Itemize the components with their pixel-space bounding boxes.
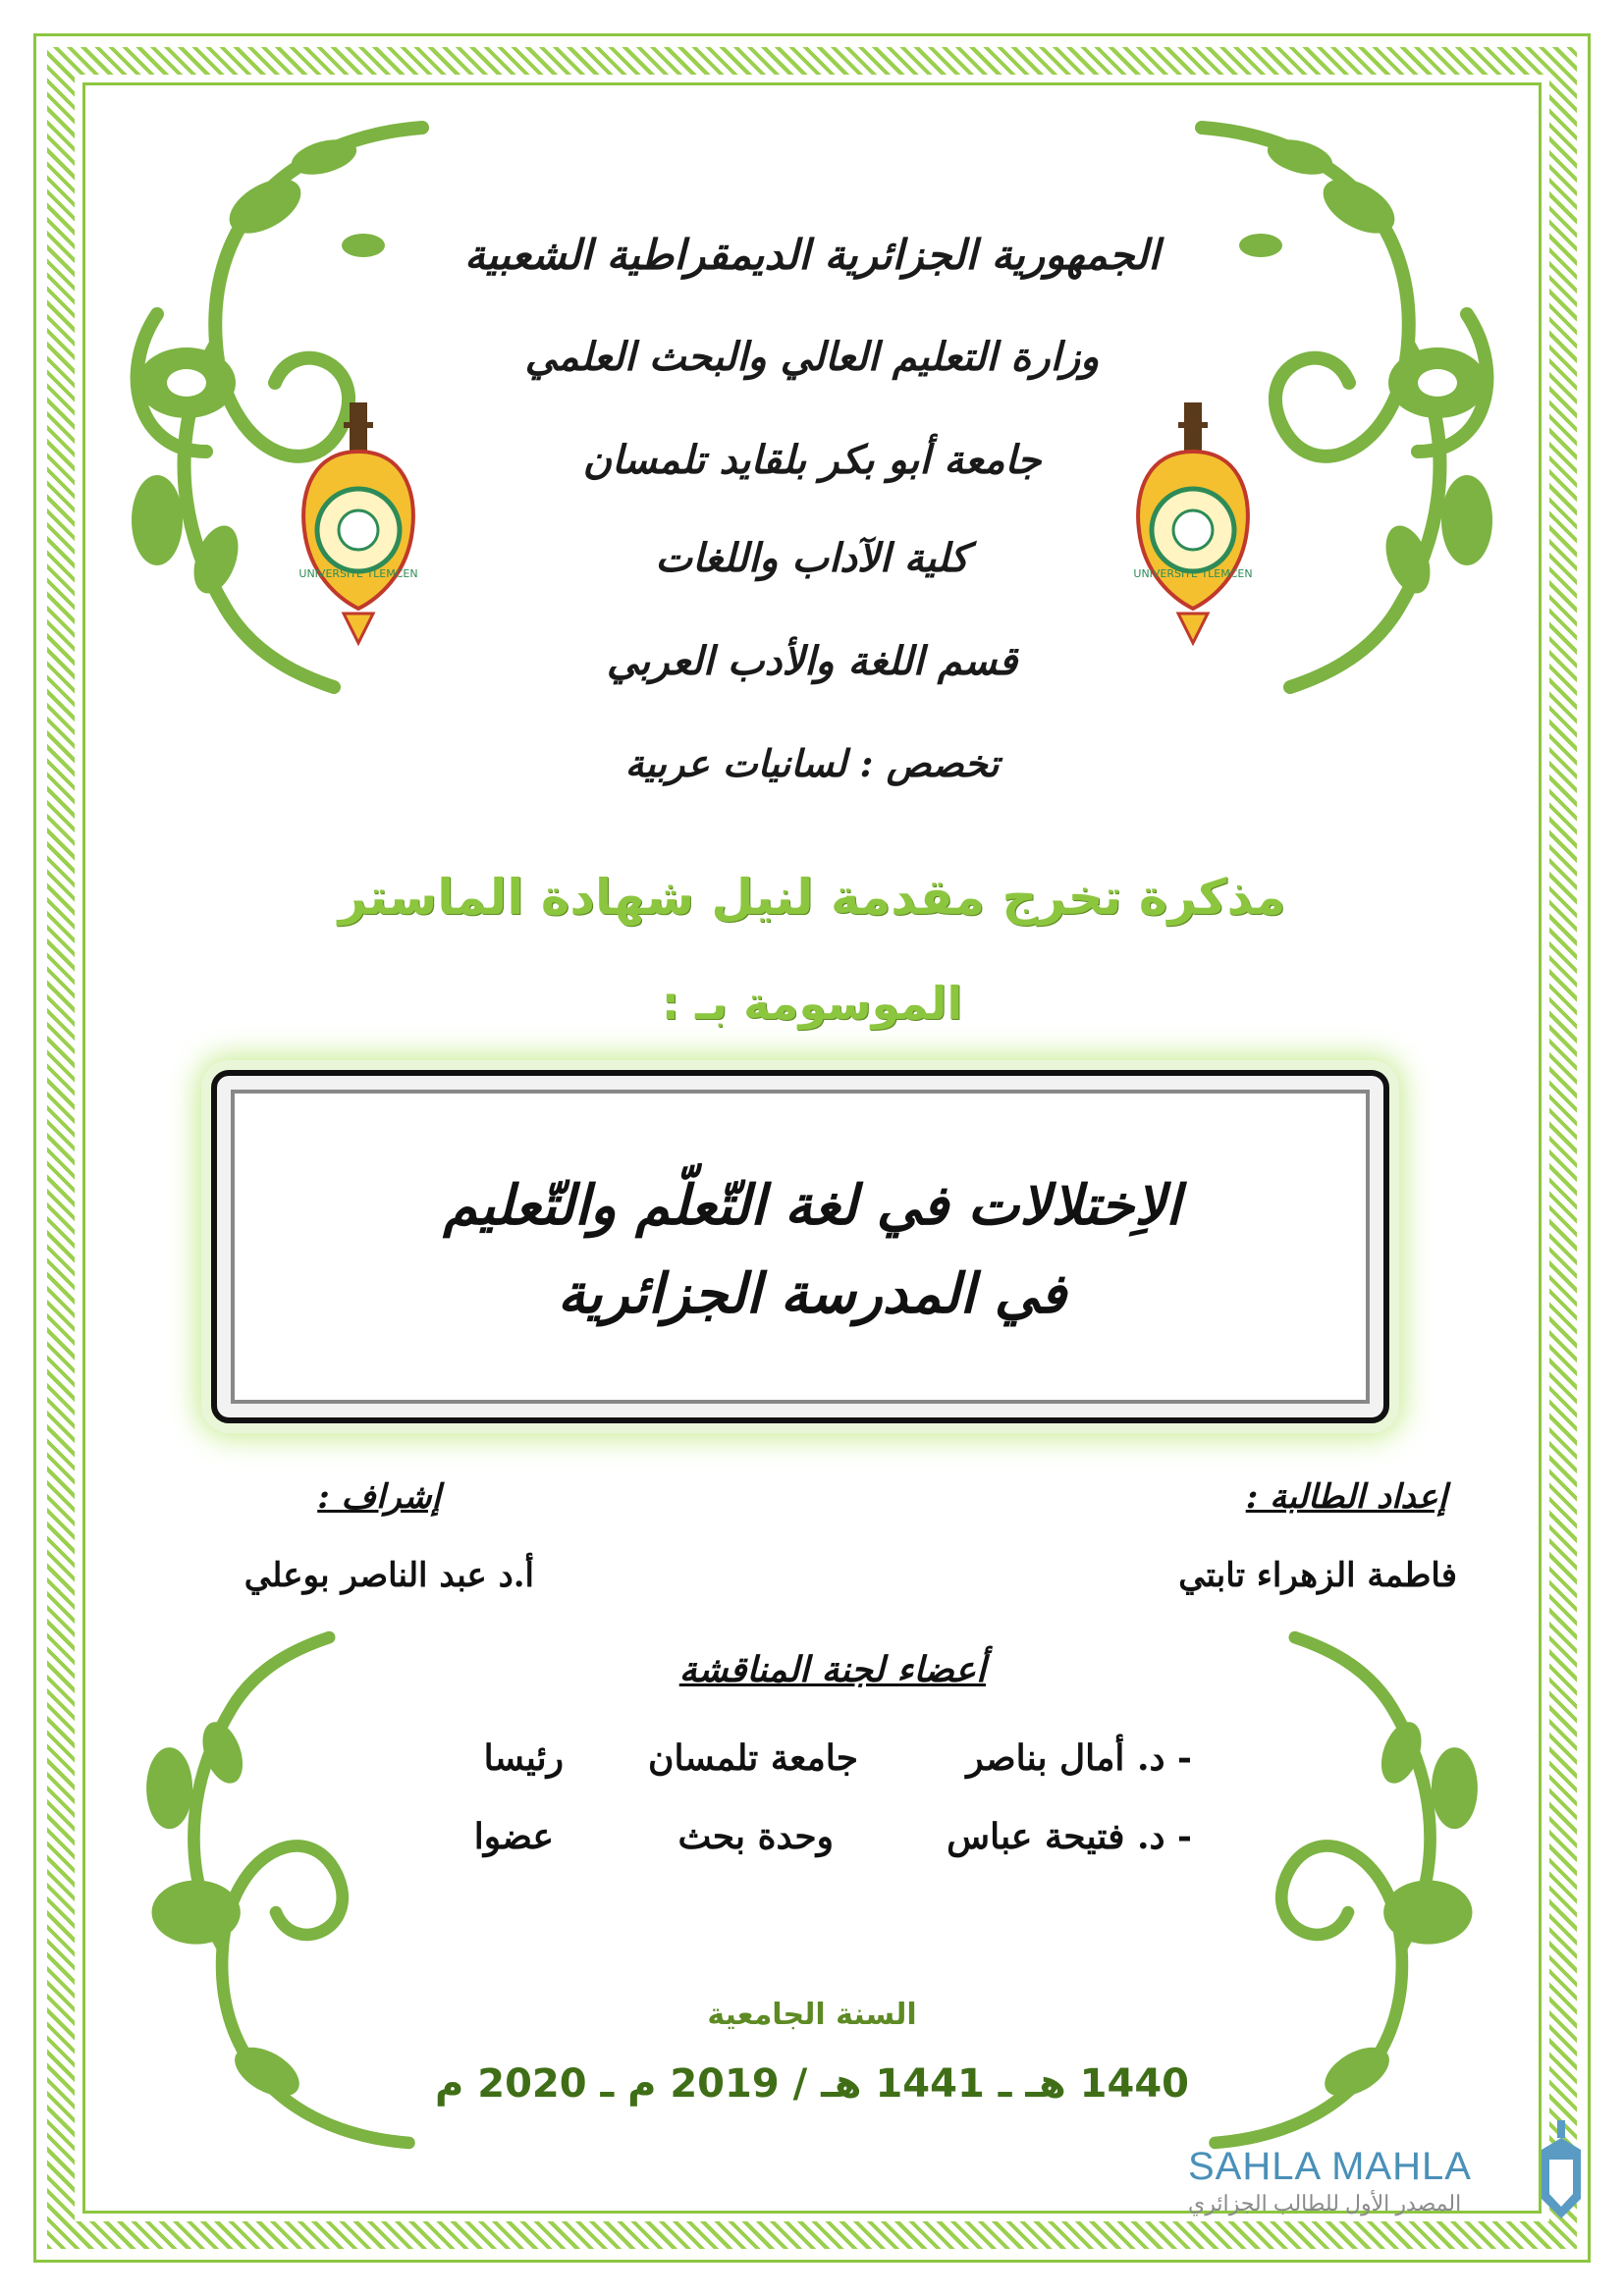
thesis-title-line2: في المدرسة الجزائرية <box>557 1261 1067 1326</box>
committee-member-1-affiliation: جامعة تلمسان <box>648 1737 858 1779</box>
student-label: إعداد الطالبة : <box>1245 1477 1447 1517</box>
faculty-name: كلية الآداب واللغات <box>655 535 969 581</box>
title-frame <box>211 1070 1389 1423</box>
titled-label: الموسومة بـ : <box>661 977 963 1030</box>
thesis-description: مذكرة تخرج مقدمة لنيل شهادة الماستر <box>338 869 1286 926</box>
committee-member-2-role: عضوا <box>473 1816 554 1857</box>
watermark-logo-icon <box>1532 2120 1591 2228</box>
department-name: قسم اللغة والأدب العربي <box>606 638 1018 684</box>
ministry-name: وزارة التعليم العالي والبحث العلمي <box>524 334 1100 380</box>
logo-caption: UNIVERSITE TLEMCEN <box>1133 567 1253 580</box>
academic-year-value: 1440 هـ ـ 1441 هـ / 2019 م ـ 2020 م <box>435 2061 1189 2107</box>
thesis-title-line1: الاِختلالات في لغة التّعلّم والتّعليم <box>443 1173 1181 1238</box>
supervisor-name: أ.د عبد الناصر بوعلي <box>244 1556 534 1595</box>
student-name: فاطمة الزهراء تابتي <box>1178 1556 1457 1595</box>
logo-caption: UNIVERSITE TLEMCEN <box>298 567 418 580</box>
watermark-brand: SAHLA MAHLA <box>1188 2145 1472 2188</box>
academic-year-label: السنة الجامعية <box>707 1998 917 2032</box>
committee-member-2-affiliation: وحدة بحث <box>677 1816 834 1857</box>
watermark-tagline: المصدر الأول للطالب الجزائري <box>1188 2191 1462 2216</box>
supervisor-label: إشراف : <box>317 1477 441 1517</box>
republic-name: الجمهورية الجزائرية الديمقراطية الشعبية <box>463 231 1160 279</box>
committee-title: أعضاء لجنة المناقشة <box>678 1649 986 1690</box>
committee-member-1-role: رئيسا <box>483 1737 564 1779</box>
committee-member-1-name: - د. أمال بناصر <box>966 1737 1192 1779</box>
university-name: جامعة أبو بكر بلقايد تلمسان <box>582 437 1042 483</box>
committee-member-2-name: - د. فتيحة عباس <box>947 1816 1192 1857</box>
specialty: تخصص : لسانيات عربية <box>624 741 1000 785</box>
